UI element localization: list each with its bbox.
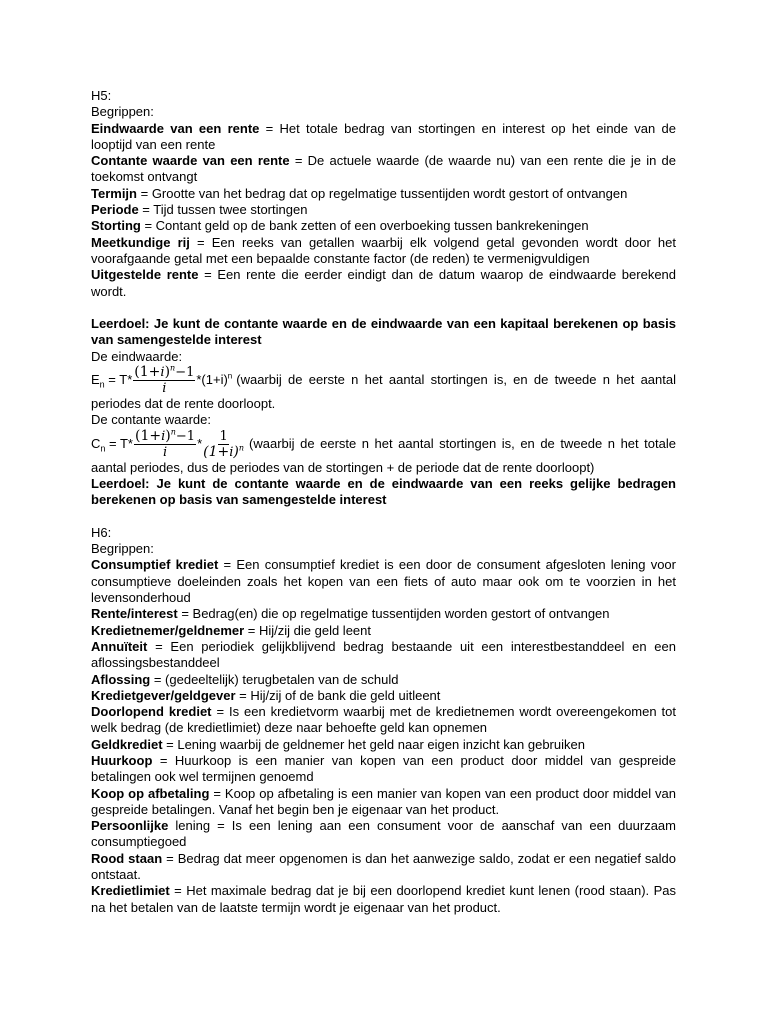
definition-item — [91, 786, 676, 819]
h5-heading: H5: — [91, 88, 112, 103]
formula-note: (waarbij de eerste n het aantal stortingen is, en de tweede n het totale — [249, 435, 676, 451]
definition-item — [91, 672, 676, 688]
fraction — [203, 429, 244, 460]
formula-eq: = T* — [105, 435, 133, 451]
term-definition: = Een consumptief krediet is een door de consument afgesloten lening voor consumptieve doeleinden zoals het kopen van een fiets of auto maar ook om te voorzien in het levensonderhoud — [91, 557, 676, 606]
term: Kredietnemer/geldnemer — [91, 622, 245, 638]
contante-formula — [91, 429, 676, 460]
term: Periode — [91, 202, 139, 218]
term-definition: = Is een kredietvorm waarbij met de kredietnemen wordt overeengekomen tot welk bedrag (de kredietlimiet) deze naar behoefte geld kan opnemen — [91, 704, 676, 736]
formula-note-cont: aantal periodes, dus de periodes van de stortingen + de periode dat de rente doorloopt) — [91, 459, 595, 475]
definition-item — [91, 623, 676, 639]
term-definition: = Hij/zij die geld leent — [244, 622, 371, 638]
term-definition: = Koop op afbetaling is een manier van kopen van een product door middel van gespreide betalingen. Vanaf het begin ben je eigenaar van het product. — [91, 785, 676, 817]
term: Doorlopend krediet — [91, 704, 212, 720]
fraction — [133, 365, 195, 396]
term: Contante waarde van een rente — [91, 153, 290, 169]
spacer — [91, 300, 676, 316]
document-page — [91, 88, 676, 916]
formula-note-cont: periodes dat de rente doorloopt. — [91, 396, 276, 412]
term: Meetkundige rij — [91, 234, 190, 250]
definition-item — [91, 235, 676, 268]
definition-item — [91, 121, 676, 154]
formula-sub: n — [99, 379, 105, 390]
eindwaarde-formula — [91, 365, 676, 396]
term: Huurkoop — [91, 752, 153, 768]
definition-item — [91, 153, 676, 186]
definition-item — [91, 753, 676, 786]
term: Consumptief krediet — [91, 557, 219, 573]
fraction-numerator: $(1+i)^n-1$ — [135, 427, 196, 444]
definition-item — [91, 737, 676, 753]
fraction-denominator: $(1+i)^n$ — [203, 443, 245, 460]
h6-begrippen-label: Begrippen: — [91, 541, 154, 557]
formula-mult: *(1+i) — [196, 371, 228, 387]
definition-item — [91, 883, 676, 916]
formula-lhs: E — [91, 371, 100, 387]
term-definition: lening = Is een lening aan een consument voor de aanschaf van een duurzaam consumptiegoed — [91, 818, 676, 850]
term-definition: = Hij/zij of de bank die geld uitleent — [235, 687, 441, 703]
eindwaarde-label: De eindwaarde: — [91, 348, 183, 364]
term-definition: = Bedrag dat meer opgenomen is dan het aanwezige saldo, zodat er een negatief saldo ontstaat. — [91, 850, 676, 883]
term-definition: = Een periodiek gelijkblijvend bedrag bestaande uit een interestbestanddeel en een aflossingsbestanddeel — [91, 638, 676, 671]
definition-item — [91, 639, 676, 672]
term-definition: = Het maximale bedrag dat je bij een doorlopend krediet kunt lenen (rood staan). Pas na het betalen van de laatste termijn wordt je eigenaar van het product. — [91, 883, 676, 915]
term: Eindwaarde van een rente — [91, 120, 260, 136]
term: Koop op afbetaling — [91, 785, 210, 801]
term-definition: = Contant geld op de bank zetten of een overboeking tussen bankrekeningen — [140, 218, 589, 234]
definition-item — [91, 851, 676, 884]
formula-sub: n — [100, 443, 106, 454]
formula-eq: = T* — [104, 371, 133, 387]
term: Persoonlijke — [91, 818, 169, 834]
term-definition: = Lening waarbij de geldnemer het geld naar eigen inzicht kan gebruiken — [162, 736, 585, 752]
fraction-denominator: i — [162, 381, 167, 397]
term: Rood staan — [91, 850, 163, 866]
term: Kredietlimiet — [91, 883, 170, 899]
formula-star: * — [197, 435, 203, 451]
h6-heading: H6: — [91, 524, 112, 540]
term-definition: = Grootte van het bedrag dat op regelmatige tussentijden wordt gestort of ontvangen — [137, 185, 628, 201]
term-definition: = Een reeks van getallen waarbij elk volgend getal gevonden wordt door het voorafgaande getal met een bepaalde constante factor (de reden) te vermenigvuldigen — [91, 234, 676, 266]
h5-term-list — [91, 121, 676, 300]
definition-item — [91, 818, 676, 851]
h6-term-list — [91, 557, 676, 916]
learning-goal: Leerdoel: Je kunt de contante waarde en de eindwaarde van een reeks gelijke bedragen berekenen op basis van samengestelde interest — [91, 475, 676, 508]
term-definition: = (gedeeltelijk) terugbetalen van de schuld — [150, 671, 399, 687]
term: Annuïteit — [91, 638, 148, 654]
definition-item — [91, 557, 676, 606]
spacer — [91, 509, 676, 525]
formula-note: (waarbij de eerste n het aantal stortingen is, en de tweede n het aantal — [236, 372, 676, 388]
term: Uitgestelde rente — [91, 267, 199, 283]
learning-goal: Leerdoel: Je kunt de contante waarde en de eindwaarde van een kapitaal berekenen op basis van samengestelde interest — [91, 316, 676, 348]
contante-label: De contante waarde: — [91, 412, 211, 428]
term: Geldkrediet — [91, 736, 163, 752]
formula-lhs: C — [91, 435, 101, 451]
definition-item — [91, 186, 676, 202]
definition-item — [91, 704, 676, 737]
term: Rente/interest — [91, 606, 178, 622]
term-definition: = Tijd tussen twee stortingen — [138, 202, 308, 218]
term-definition: = De actuele waarde (de waarde nu) van een rente die je in de toekomst ontvangt — [91, 153, 677, 185]
fraction-numerator: 1 — [219, 428, 228, 444]
fraction — [134, 429, 196, 460]
definition-item — [91, 218, 676, 234]
term: Storting — [91, 218, 141, 234]
term-definition: = Huurkoop is een manier van kopen van een product door middel van gespreide betalingen ook wel termijnen genoemd — [91, 752, 676, 785]
fraction-denominator: i — [162, 444, 168, 460]
fraction-numerator: $(1+i)^n-1$ — [134, 363, 195, 381]
term: Aflossing — [91, 671, 151, 687]
formula-exp: n — [227, 371, 233, 381]
definition-item — [91, 202, 676, 218]
definition-item — [91, 606, 676, 622]
term-definition: = Bedrag(en) die op regelmatige tussentijden worden gestort of ontvangen — [177, 606, 610, 622]
term: Kredietgever/geldgever — [91, 687, 236, 703]
h5-begrippen-label: Begrippen: — [91, 104, 154, 120]
term: Termijn — [91, 185, 137, 201]
term-definition: = Een rente die eerder eindigt dan de datum waarop de eindwaarde berekend wordt. — [91, 267, 677, 299]
definition-item — [91, 267, 676, 300]
definition-item — [91, 688, 676, 704]
term-definition: = Het totale bedrag van stortingen en interest op het einde van de looptijd van een rente — [91, 120, 676, 152]
